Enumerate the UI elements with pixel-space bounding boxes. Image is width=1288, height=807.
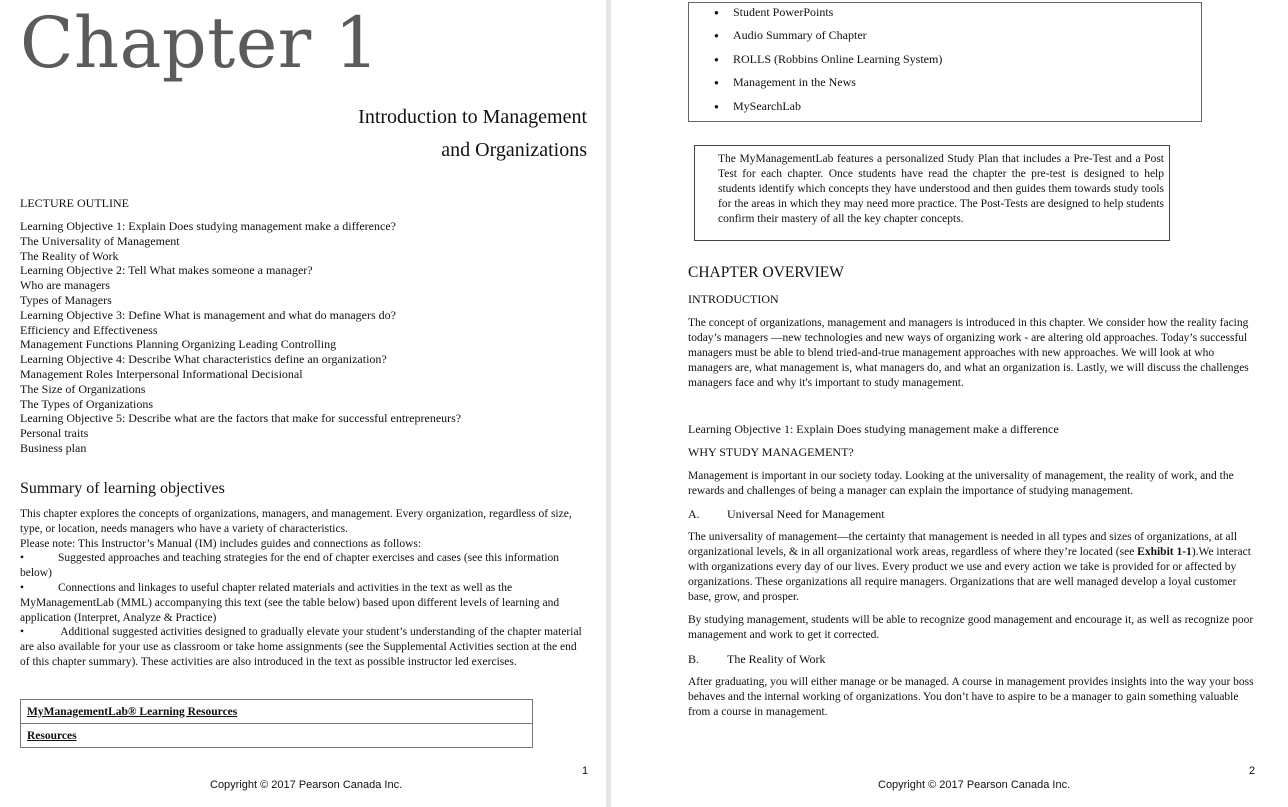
outline-item: Who are managers — [20, 278, 110, 293]
section-letter: B. — [688, 652, 700, 666]
outline-item: Learning Objective 4: Describe What characteristics define an organization? — [20, 352, 387, 367]
outline-item: Learning Objective 3: Define What is management and what do managers do? — [20, 307, 396, 322]
why-study-heading: WHY STUDY MANAGEMENT? — [688, 445, 854, 459]
summary-body — [20, 507, 586, 670]
outline-item: The Types of Organizations — [20, 396, 154, 411]
outline-item: The Universality of Management — [20, 233, 180, 248]
list-item: ● MySearchLab — [733, 99, 801, 114]
bullet-text: Suggested approaches and teaching strategies for the end of chapter exercises and cases (see this information below) — [20, 552, 560, 580]
study-tools-box — [688, 2, 1202, 122]
list-item: ● Management in the News — [733, 75, 856, 90]
bullet-marker: • — [20, 581, 25, 594]
paragraph-text: The universality of management—the certainty that management is needed in all types and sizes of organizations, at all organizational levels, & in all organizational work areas, regardless of where they’re located (see — [688, 531, 1238, 558]
copyright-footer: Copyright © 2017 Pearson Canada Inc. — [878, 779, 1071, 791]
bullet-text: Additional suggested activities designed to gradually elevate your student’s understanding of the chapter material are also available for your use as classroom or take home assignments (see the Supplemental Activities section at the end of this chapter summary). These activities are also introduced in the text as possible instructor led exercises. — [20, 626, 582, 668]
mml-info-box — [694, 145, 1170, 241]
summary-heading: Summary of learning objectives — [20, 480, 225, 497]
section-title: Universal Need for Management — [727, 507, 885, 521]
bullet-item — [20, 551, 586, 581]
studying-paragraph: By studying management, students will be able to recognize good management and encourage it, as well as recognize poor management and work to get it corrected. — [688, 614, 1254, 641]
outline-item: Management Roles Interpersonal Informational Decisional — [20, 366, 303, 381]
outline-item: Learning Objective 1: Explain Does studying management make a difference? — [20, 219, 396, 233]
universality-paragraph — [688, 530, 1256, 605]
summary-paragraph: This chapter explores the concepts of organizations, managers, and management. Every organization, regardless of size, type, or location, needs managers who have a variety of characteristics. — [20, 508, 572, 535]
chapter-title: Chapter 1 — [20, 2, 380, 84]
bullet-item — [20, 625, 586, 669]
outline-item: The Size of Organizations — [20, 381, 146, 396]
section-a-heading — [688, 507, 885, 522]
outline-item: Personal traits — [20, 426, 89, 441]
chapter-overview-heading: CHAPTER OVERVIEW — [688, 264, 844, 281]
outline-item: Learning Objective 2: Tell What makes someone a manager? — [20, 263, 313, 278]
reality-paragraph: After graduating, you will either manage or be managed. A course in management provides insights into the way your boss behaves and the internal working of organizations. You don’t have to aspire to be a manager to gain something valuable from a course in management. — [688, 676, 1254, 718]
list-item: ● Audio Summary of Chapter — [733, 28, 867, 43]
list-item: ● Student PowerPoints — [733, 5, 833, 20]
paragraph-text: ).We interact with organizations every day of our lives. Every product we use and every action we take is provided for or affected by organizations. These organizations all require managers. Organizations that are well managed develop a loyal customer base, grow, and prosper. — [688, 546, 1251, 603]
table-cell: MyManagementLab® Learning Resources — [21, 700, 533, 724]
bullet-marker: • — [20, 626, 25, 639]
lecture-outline-list — [20, 219, 461, 456]
page-number: 2 — [1249, 765, 1256, 777]
table-row — [21, 700, 533, 724]
chapter-subtitle-line1: Introduction to Management — [358, 106, 587, 128]
list-item: ● ROLLS (Robbins Online Learning System) — [733, 52, 942, 67]
document-page-1 — [0, 0, 606, 807]
introduction-heading: INTRODUCTION — [688, 292, 779, 306]
note-line: Please note: This Instructor’s Manual (IM) includes guides and connections as follows: — [20, 537, 422, 550]
table-row — [21, 724, 533, 748]
copyright-footer: Copyright © 2017 Pearson Canada Inc. — [210, 779, 403, 791]
table-cell: Resources — [21, 724, 533, 748]
outline-item: Types of Managers — [20, 292, 112, 307]
section-b-heading — [688, 652, 825, 667]
outline-item: Learning Objective 5: Describe what are the factors that make for successful entrepreneurs? — [20, 411, 462, 426]
chapter-subtitle-line2: and Organizations — [441, 139, 587, 161]
introduction-paragraph: The concept of organizations, management and managers is introduced in this chapter. We consider how the reality facing today’s managers —new technologies and new ways of organizing work - are altering old approaches. Today’s successful managers must be able to blend tried-and-true management approaches with new approaches. We will look at who managers are, what management is, what managers do, and what an organization is. Lastly, we will discuss the challenges managers face and why it's important to study management. — [688, 317, 1249, 389]
lecture-outline-heading: LECTURE OUTLINE — [20, 196, 129, 210]
outline-item: Management Functions Planning Organizing Leading Controlling — [20, 337, 337, 352]
mml-info-text: The MyManagementLab features a personalized Study Plan that includes a Pre-Test and a Post Test for each chapter. Once students have read the chapter the pre-test is designed to help students identify which concepts they have understood and then guides them towards study tools for the areas in which they may need more practice. The Post-Tests are designed to help students confirm their mastery of all the key chapter concepts. — [718, 153, 1164, 225]
document-page-2 — [611, 0, 1288, 807]
why-study-paragraph: Management is important in our society today. Looking at the universality of management, the reality of work, and the rewards and challenges of being a manager can explain the importance of studying management. — [688, 470, 1234, 497]
bullet-item — [20, 581, 586, 625]
resources-table — [20, 699, 533, 748]
section-letter: A. — [688, 507, 700, 521]
section-title: The Reality of Work — [727, 652, 826, 666]
outline-item: Efficiency and Effectiveness — [20, 322, 158, 337]
outline-item: The Reality of Work — [20, 248, 119, 263]
learning-objective-1: Learning Objective 1: Explain Does studying management make a difference — [688, 422, 1059, 436]
exhibit-reference: Exhibit 1-1 — [1137, 546, 1192, 558]
bullet-text: Connections and linkages to useful chapter related materials and activities in the text as well as the MyManagementLab (MML) accompanying this text (see the table below) based upon different levels of learning and application (Interpret, Analyze & Practice) — [20, 581, 560, 624]
page-number: 1 — [582, 765, 589, 777]
outline-item: Business plan — [20, 440, 87, 455]
bullet-marker: • — [20, 552, 25, 565]
